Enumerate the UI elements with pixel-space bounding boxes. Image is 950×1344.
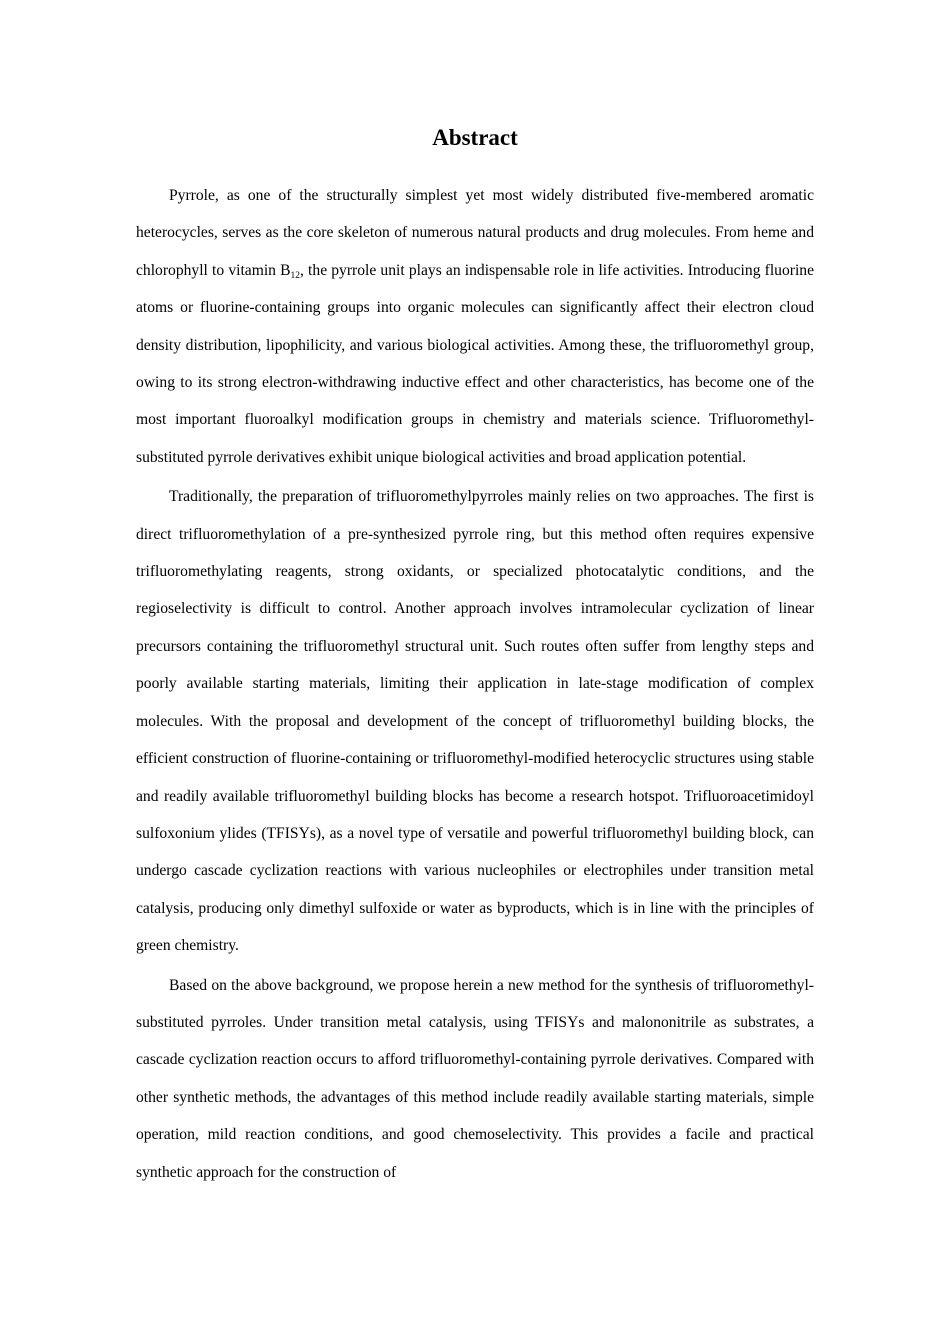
paragraph-1-text-end: , the pyrrole unit plays an indispensable role in life activities. Introducing fluorine atoms or fluorine-containing groups into organic molecules can significantly affect their electron cloud density distribution, lipophilicity, and various biological activities. Among these, the trifluoromethyl group, owing to its strong electron-withdrawing inductive effect and other characteristics, has become one of the most important fluoroalkyl modification groups in chemistry and materials science. Trifluoromethyl-substituted pyrrole derivatives exhibit unique biological activities and broad application potential. [136, 261, 814, 466]
vitamin-subscript: 12 [290, 270, 301, 281]
abstract-paragraph-1 [136, 177, 814, 476]
paragraph-1-text-start: Pyrrole, as one of the structurally simplest yet most widely distributed five-membered aromatic heterocycles, serves as the core skeleton of numerous natural products and drug molecules. From heme and chlorophyll to vitamin B [136, 187, 814, 279]
abstract-paragraph-2: Traditionally, the preparation of trifluoromethylpyrroles mainly relies on two approaches. The first is direct trifluoromethylation of a pre-synthesized pyrrole ring, but this method often requires expensive trifluoromethylating reagents, strong oxidants, or specialized photocatalytic conditions, and the regioselectivity is difficult to control. Another approach involves intramolecular cyclization of linear precursors containing the trifluoromethyl structural unit. Such routes often suffer from lengthy steps and poorly available starting materials, limiting their application in late-stage modification of complex molecules. With the proposal and development of the concept of trifluoromethyl building blocks, the efficient construction of fluorine-containing or trifluoromethyl-modified heterocyclic structures using stable and readily available trifluoromethyl building blocks has become a research hotspot. Trifluoroacetimidoyl sulfoxonium ylides (TFISYs), as a novel type of versatile and powerful trifluoromethyl building block, can undergo cascade cyclization reactions with various nucleophiles or electrophiles under transition metal catalysis, producing only dimethyl sulfoxide or water as byproducts, which is in line with the principles of green chemistry. [136, 488, 814, 955]
abstract-title: Abstract [432, 125, 518, 150]
abstract-paragraph-3: Based on the above background, we propose herein a new method for the synthesis of trifluoromethyl-substituted pyrroles. Under transition metal catalysis, using TFISYs and malononitrile as substrates, a cascade cyclization reaction occurs to afford trifluoromethyl-containing pyrrole derivatives. Compared with other synthetic methods, the advantages of this method include readily available starting materials, simple operation, mild reaction conditions, and good chemoselectivity. This provides a facile and practical synthetic approach for the construction of [136, 976, 814, 1181]
abstract-page [136, 118, 814, 1193]
